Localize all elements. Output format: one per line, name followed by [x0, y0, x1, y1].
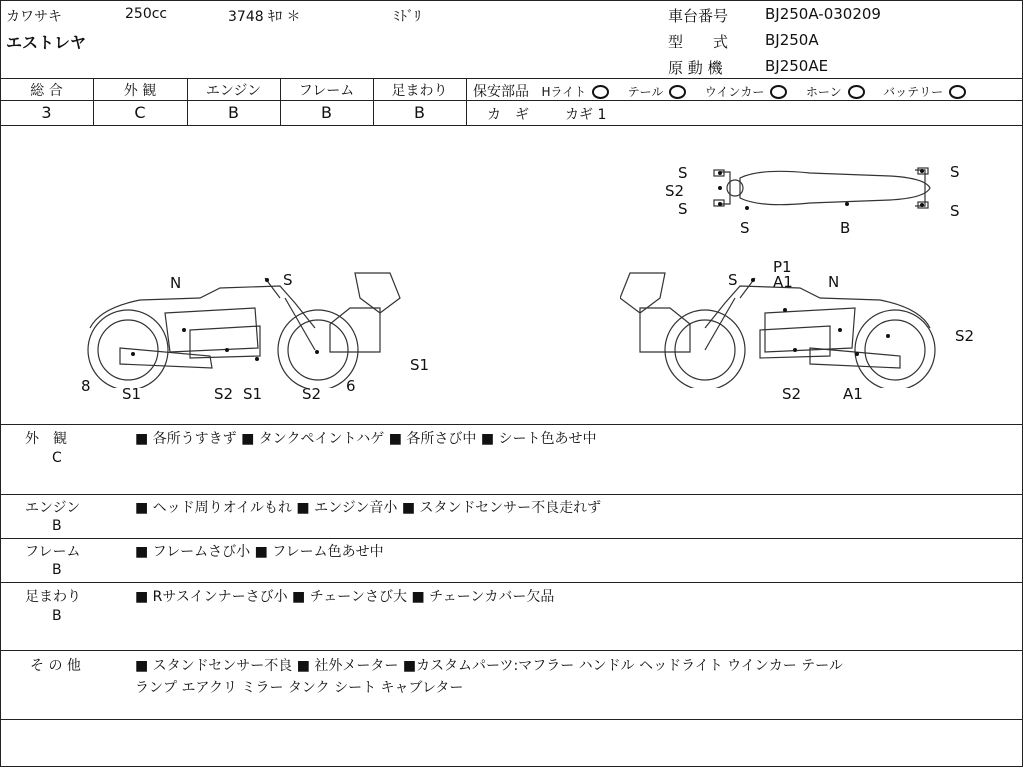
notes-exterior-label: 外 観	[25, 431, 67, 447]
top-s-l1-label: S	[678, 164, 688, 182]
notes-divider-2	[0, 538, 1022, 539]
frame-grade-label: フレーム	[298, 83, 355, 99]
ok-circle-icon	[848, 85, 865, 99]
top-b-bottom-label: B	[840, 219, 851, 237]
top-s-r2-label: S	[950, 202, 960, 220]
bike-left-side-diagram	[80, 268, 410, 388]
top-s-bottom-label: S	[740, 219, 750, 237]
suspension-grade-label: 足まわり	[391, 83, 448, 99]
notes-suspension-text: ■ Rサスインナーさび小 ■ チェーンさび大 ■ チェーンカバー欠品	[135, 589, 555, 605]
notes-divider-3	[0, 582, 1022, 583]
right-a1-bottom-label: A1	[843, 385, 863, 403]
model-name: エストレヤ	[6, 33, 87, 52]
ok-circle-icon	[592, 85, 609, 99]
safety-title: 保安部品	[473, 84, 529, 100]
engine-grade-label: エンジン	[205, 83, 262, 99]
safety-item-battery: バッテリー	[883, 84, 966, 100]
safety-divider	[466, 100, 1022, 101]
grade-table-mid-line	[0, 100, 466, 101]
right-a1-top-label: A1	[773, 273, 793, 291]
notes-suspension-grade: B	[52, 608, 62, 624]
left-s1b-label: S1	[243, 385, 263, 403]
type-value: BJ250A	[765, 31, 819, 49]
notes-frame-grade: B	[52, 562, 62, 578]
frame-no: BJ250A-030209	[765, 5, 881, 23]
safety-item-headlight: Hライト	[541, 84, 609, 100]
right-s2-bottom-label: S2	[782, 385, 802, 403]
overall-label: 総 合	[30, 83, 63, 99]
safety-item-tail: テール	[628, 84, 687, 100]
safety-parts-row	[473, 81, 966, 101]
notes-frame-text: ■ フレームさび小 ■ フレーム色あせ中	[135, 544, 384, 560]
mileage: 3748 ｷﾛ ＊	[228, 9, 301, 25]
notes-suspension-label: 足まわり	[25, 589, 81, 605]
frame-grade: B	[321, 103, 332, 122]
frame-no-label: 車台番号	[668, 7, 729, 25]
notes-other-text-2: ランプ エアクリ ミラー タンク シート キャブレター	[135, 680, 464, 696]
ok-circle-icon	[669, 85, 686, 99]
engine-grade: B	[228, 103, 239, 122]
notes-other-label: そ の 他	[30, 658, 81, 674]
notes-divider-4	[0, 650, 1022, 651]
top-s-l2-label: S	[678, 200, 688, 218]
key-value: カギ 1	[565, 107, 607, 123]
engine-label: 原 動 機	[668, 59, 723, 77]
right-s-top-label: S	[728, 271, 738, 289]
grade-col-divider-5	[466, 78, 467, 126]
notes-engine-text: ■ ヘッド周りオイルもれ ■ エンジン音小 ■ スタンドセンサー不良走れず	[135, 500, 602, 516]
right-p1-label: P1	[773, 258, 792, 276]
exterior-label: 外 観	[123, 83, 157, 99]
notes-divider-5	[0, 719, 1022, 720]
ok-circle-icon	[770, 85, 787, 99]
notes-divider-1	[0, 494, 1022, 495]
left-s1-right-label: S1	[410, 356, 430, 374]
notes-frame-label: フレーム	[25, 544, 81, 560]
top-s-r1-label: S	[950, 163, 960, 181]
exterior-grade: C	[134, 103, 146, 122]
overall-grade: 3	[41, 103, 52, 122]
grade-table-bottom-line	[0, 125, 1022, 126]
bike-top-view-diagram	[690, 158, 950, 218]
diagram-bottom-line	[0, 424, 1022, 425]
suspension-grade: B	[414, 103, 425, 122]
top-s2-l-label: S2	[665, 182, 685, 200]
safety-item-horn: ホーン	[806, 84, 865, 100]
left-s2a-label: S2	[214, 385, 234, 403]
engine-value: BJ250AE	[765, 57, 829, 75]
left-s1a-label: S1	[122, 385, 142, 403]
ok-circle-icon	[949, 85, 966, 99]
left-8-label: 8	[81, 377, 91, 395]
notes-exterior-text: ■ 各所うすきず ■ タンクペイントハゲ ■ 各所さび中 ■ シート色あせ中	[135, 431, 597, 447]
right-n-label: N	[828, 273, 840, 291]
notes-exterior-grade: C	[52, 450, 62, 466]
left-n-label: N	[170, 274, 182, 292]
key-label: カ ギ	[487, 107, 529, 123]
grade-table-top-line	[0, 78, 1022, 79]
displacement: 250cc	[125, 6, 168, 22]
right-s2-right-label: S2	[955, 327, 975, 345]
maker: カワサキ	[6, 9, 62, 25]
left-s-top-label: S	[283, 271, 293, 289]
type-label: 型 式	[668, 33, 729, 51]
notes-other-text: ■ スタンドセンサー不良 ■ 社外メーター ■カスタムパーツ:マフラー ハンドル ヘッドライト ウインカー テール	[135, 658, 843, 674]
color: ﾐﾄﾞﾘ	[393, 9, 421, 25]
safety-item-winker: ウインカー	[705, 84, 788, 100]
notes-engine-grade: B	[52, 518, 62, 534]
left-6-label: 6	[346, 377, 356, 395]
left-s2b-label: S2	[302, 385, 322, 403]
notes-engine-label: エンジン	[25, 500, 81, 516]
